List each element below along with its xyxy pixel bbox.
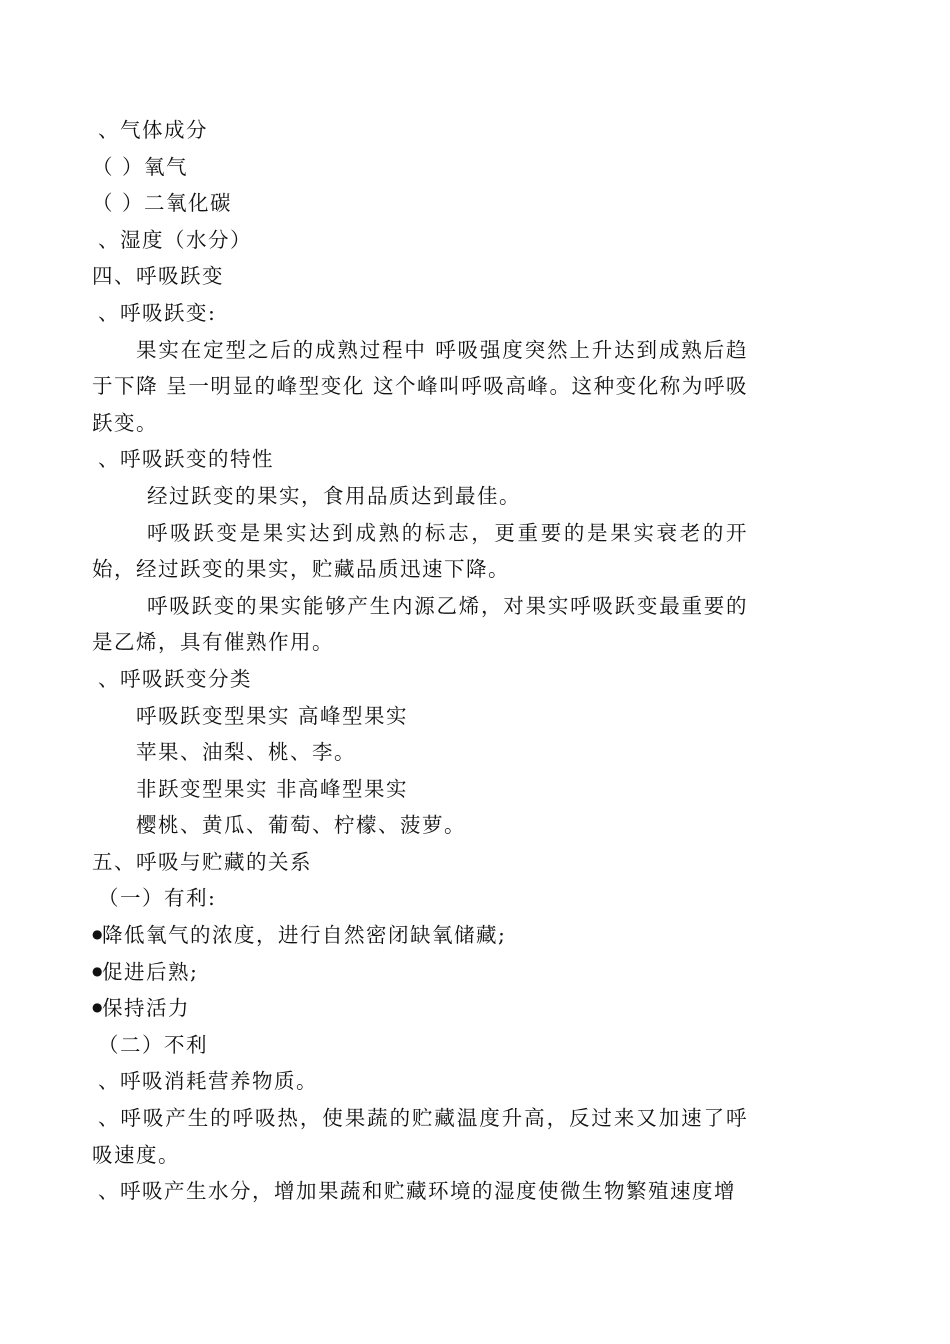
class-non-climacteric: 非跃变型果实 非高峰型果实: [136, 776, 409, 801]
bullet-item-2: [92, 954, 748, 991]
bullet-text: 保持活力: [102, 996, 190, 1021]
subheading-disadvantages: （二）不利: [98, 1032, 208, 1057]
bullet-item-3: [92, 990, 748, 1027]
class-climacteric: 呼吸跃变型果实 高峰型果实: [136, 703, 409, 728]
subheading-respiratory-climacteric: 、呼吸跃变:: [98, 300, 217, 325]
subheading-humidity: 、湿度（水分）: [98, 227, 252, 252]
subheading-climacteric-classes: 、呼吸跃变分类: [98, 666, 252, 691]
disadvantage-3: 、呼吸产生水分，增加果蔬和贮藏环境的湿度使微生物繁殖速度增: [98, 1179, 736, 1204]
paragraph-feature-2: 呼吸跃变是果实达到成熟的标志，更重要的是果实衰老的开始，经过跃变的果实，贮藏品质迅速下降。: [92, 520, 748, 582]
bullet-text: 促进后熟;: [102, 959, 199, 984]
paragraph-disadvantage-2: 、呼吸产生的呼吸热，使果蔬的贮藏温度升高，反过来又加速了呼吸速度。: [92, 1106, 748, 1167]
paragraph-climacteric-definition: 果实在定型之后的成熟过程中 呼吸强度突然上升达到成熟后趋于下降 呈一明显的峰型变化 这个峰叫呼吸高峰。这种变化称为呼吸跃变。: [92, 337, 748, 435]
class-climacteric-examples: 苹果、油梨、桃、李。: [136, 740, 356, 765]
feature-text-1: 经过跃变的果实，食用品质达到最佳。: [147, 483, 521, 508]
document-body: [92, 112, 748, 1210]
bullet-icon: ●: [92, 1000, 104, 1015]
list-item-carbon-dioxide: （ ）二氧化碳: [92, 191, 233, 216]
paragraph-feature-3: 呼吸跃变的果实能够产生内源乙烯，对果实呼吸跃变最重要的是乙烯，具有催熟作用。: [92, 593, 748, 655]
section-heading-4: 四、呼吸跃变: [92, 264, 224, 289]
list-item-oxygen: （ ）氧气: [92, 154, 189, 179]
bullet-item-1: [92, 917, 748, 954]
bullet-text: 降低氧气的浓度，进行自然密闭缺氧储藏;: [102, 923, 507, 948]
bullet-icon: ●: [92, 927, 104, 942]
bullet-icon: ●: [92, 963, 104, 978]
section-heading-5: 五、呼吸与贮藏的关系: [92, 849, 312, 874]
subheading-gas-composition: 、气体成分: [98, 118, 208, 142]
subheading-climacteric-features: 、呼吸跃变的特性: [98, 447, 274, 472]
class-non-climacteric-examples: 樱桃、黄瓜、葡萄、柠檬、菠萝。: [136, 813, 466, 838]
disadvantage-1: 、呼吸消耗营养物质。: [98, 1069, 318, 1094]
subheading-advantages: （一）有利:: [98, 886, 217, 911]
